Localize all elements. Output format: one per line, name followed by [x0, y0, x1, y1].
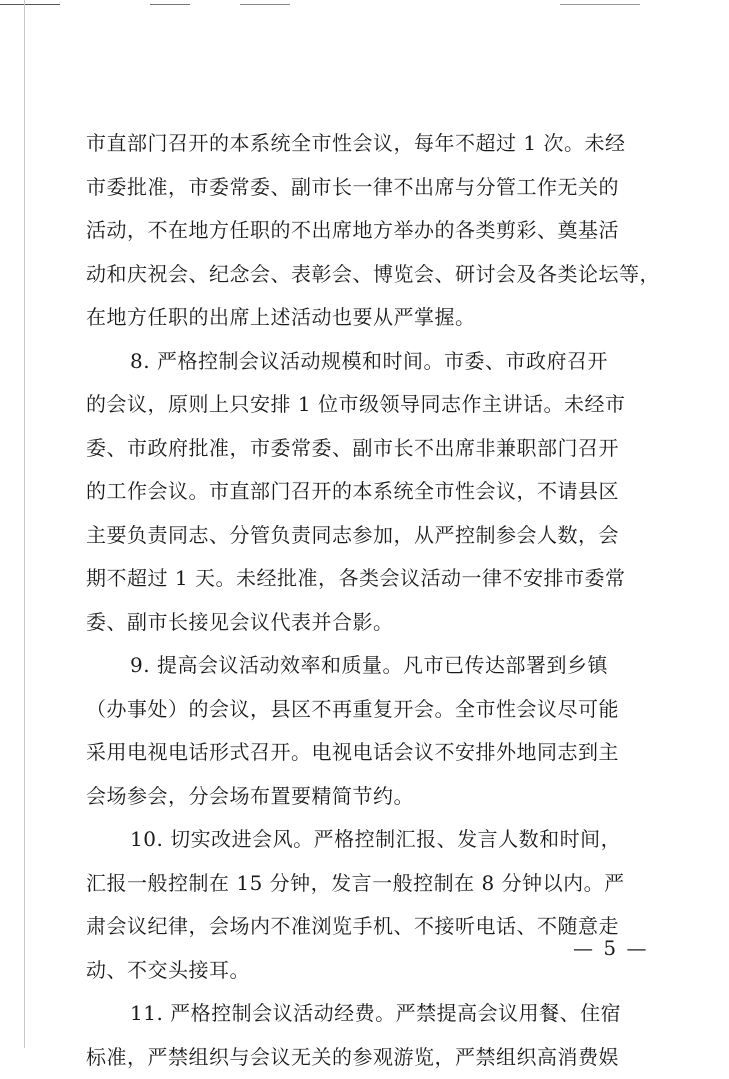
paragraph-line: 标准，严禁组织与会议无关的参观游览，严禁组织高消费娱: [86, 1036, 646, 1079]
paragraph-line: 汇报一般控制在 15 分钟，发言一般控制在 8 分钟以内。严: [86, 862, 646, 906]
paragraph-line: 委、市政府批准，市委常委、副市长不出席非兼职部门召开: [86, 427, 646, 471]
paragraph-line: 的会议，原则上只安排 1 位市级领导同志作主讲话。未经市: [86, 383, 646, 427]
paragraph-line: 活动，不在地方任职的不出席地方举办的各类剪彩、奠基活: [86, 209, 646, 253]
paragraph-line: 采用电视电话形式召开。电视电话会议不安排外地同志到主: [86, 731, 646, 775]
paragraph-line: 会场参会，分会场布置要精简节约。: [86, 775, 646, 819]
scan-artifact-line: [240, 4, 290, 5]
paragraph-line: （办事处）的会议，县区不再重复开会。全市性会议尽可能: [86, 688, 646, 732]
scan-artifact-line: [0, 4, 60, 5]
paragraph-line: 在地方任职的出席上述活动也要从严掌握。: [86, 296, 646, 340]
paragraph-line: 肃会议纪律，会场内不准浏览手机、不接听电话、不随意走: [86, 905, 646, 949]
document-body: [86, 122, 646, 1079]
paragraph-line: 动和庆祝会、纪念会、表彰会、博览会、研讨会及各类论坛等，: [86, 253, 646, 297]
paragraph-heading-line: 8. 严格控制会议活动规模和时间。市委、市政府召开: [86, 340, 646, 384]
scan-binding-edge: [24, 0, 25, 1048]
paragraph-heading-line: 10. 切实改进会风。严格控制汇报、发言人数和时间，: [86, 818, 646, 862]
paragraph-heading-line: 9. 提高会议活动效率和质量。凡市已传达部署到乡镇: [86, 644, 646, 688]
paragraph-line: 主要负责同志、分管负责同志参加，从严控制参会人数，会: [86, 514, 646, 558]
paragraph-line: 期不超过 1 天。未经批准，各类会议活动一律不安排市委常: [86, 557, 646, 601]
page-number: — 5 —: [573, 936, 648, 960]
paragraph-line: 市委批准，市委常委、副市长一律不出席与分管工作无关的: [86, 166, 646, 210]
scan-artifact-line: [560, 4, 640, 5]
paragraph-line: 动、不交头接耳。: [86, 949, 646, 993]
paragraph-heading-line: 11. 严格控制会议活动经费。严禁提高会议用餐、住宿: [86, 992, 646, 1036]
paragraph-line: 委、副市长接见会议代表并合影。: [86, 601, 646, 645]
paragraph-line: 市直部门召开的本系统全市性会议，每年不超过 1 次。未经: [86, 122, 646, 166]
scan-artifact-line: [150, 4, 190, 5]
paragraph-line: 的工作会议。市直部门召开的本系统全市性会议，不请县区: [86, 470, 646, 514]
